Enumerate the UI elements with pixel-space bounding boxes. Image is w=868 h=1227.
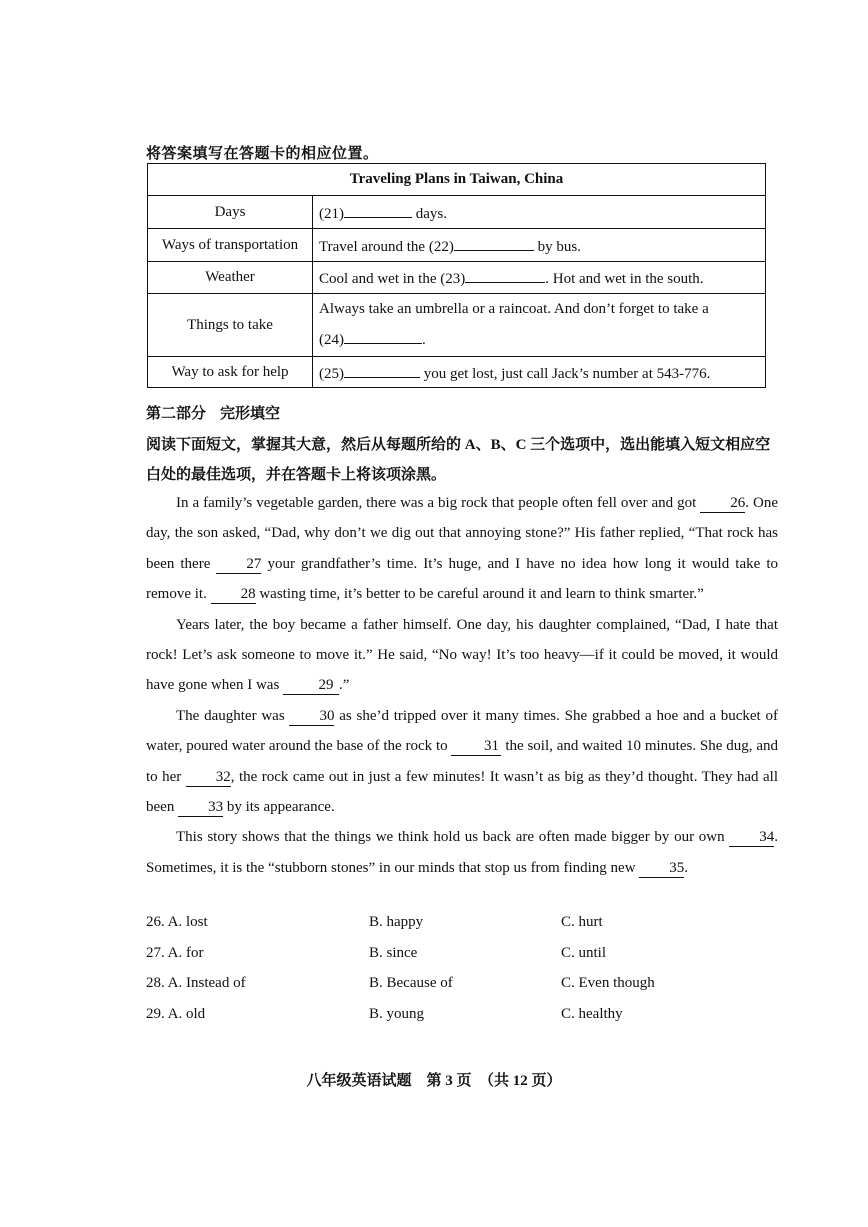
option-b: B. happy	[369, 914, 424, 930]
option-c: C. healthy	[561, 1005, 623, 1022]
blank-32: 32	[186, 769, 231, 787]
row-content-things: Always take an umbrella or a raincoat. And don’t forget to take a (24) .	[313, 294, 766, 357]
paragraph-1: In a family’s vegetable garden, there was a big rock that people often fell over and got 26. One day, the son asked, “Dad, why don’t we dig out that annoying stone?” His father replied, “That rock has been there 27 your grandfather’s time. It’s huge, and I have no idea how long it would take to remove it. 28 wasting time, it’s better to be careful around it and learn to think smarter.”	[146, 495, 778, 603]
option-c: C. hurt	[561, 914, 603, 930]
table-row	[148, 294, 766, 357]
section-heading: 第二部分 完形填空	[146, 406, 281, 422]
blank-27: 27	[216, 556, 261, 574]
blank-22	[454, 235, 534, 251]
table-row	[148, 357, 766, 388]
row-label-help: Way to ask for help	[148, 357, 313, 388]
blank-23	[465, 267, 545, 283]
option-b: B. Because of	[369, 975, 453, 992]
blank-26: 26	[700, 495, 745, 513]
answer-options	[146, 910, 776, 1032]
paragraph-2: Years later, the boy became a father himself. One day, his daughter complained, “Dad, I hate that rock! Let’s ask someone to move it.” He said, “No way! It’s too heavy—if it could be moved, it would have gone when I was 29 .”	[146, 616, 778, 694]
table-row	[148, 262, 766, 294]
row-content-days: (21) days.	[313, 196, 766, 229]
option-c: C. Even though	[561, 975, 655, 992]
option-a: 26. A. lost	[146, 914, 208, 930]
page-footer: 八年级英语试题 第 3 页 （共 12 页）	[306, 1073, 562, 1089]
row-label-weather: Weather	[148, 262, 313, 294]
travel-plan-table	[147, 163, 766, 388]
row-content-weather: Cool and wet in the (23) . Hot and wet in the south.	[313, 262, 766, 294]
blank-31: 31	[451, 738, 501, 756]
question-26-options	[146, 910, 776, 941]
row-label-things: Things to take	[148, 294, 313, 357]
cloze-instruction: 阅读下面短文，掌握其大意，然后从每题所给的 A、B、C 三个选项中，选出能填入短文相应空白处的最佳选项，并在答题卡上将该项涂黑。	[146, 437, 771, 483]
blank-34: 34	[729, 829, 774, 847]
option-a: 28. A. Instead of	[146, 975, 246, 992]
option-b: B. young	[369, 1005, 425, 1022]
paragraph-4: This story shows that the things we think hold us back are often made bigger by our own 34. Sometimes, it is the “stubborn stones” in our minds that stop us from finding new 35.	[146, 829, 778, 876]
question-27-options	[146, 941, 776, 972]
blank-29: 29	[283, 677, 339, 695]
blank-28: 28	[211, 586, 256, 604]
option-a: 29. A. old	[146, 1005, 206, 1022]
row-content-help: (25) you get lost, just call Jack’s number at 543-776.	[313, 357, 766, 388]
blank-25	[344, 362, 420, 378]
blank-33: 33	[178, 799, 223, 817]
question-29-options	[146, 1002, 776, 1033]
row-label-days: Days	[148, 196, 313, 229]
blank-24	[344, 328, 422, 344]
table-title: Traveling Plans in Taiwan, China	[148, 164, 766, 196]
cloze-passage	[146, 488, 778, 883]
option-b: B. since	[369, 944, 418, 961]
table-row	[148, 229, 766, 262]
blank-35: 35	[639, 860, 684, 878]
paragraph-3: The daughter was 30 as she’d tripped over it many times. She grabbed a hoe and a bucket of water, poured water around the base of the rock to 31 the soil, and waited 10 minutes. She dug, and to her 32, the rock came out in just a few minutes! It wasn’t as big as they’d thought. They had all been 33 by its appearance.	[146, 707, 778, 816]
table-row	[148, 196, 766, 229]
option-c: C. until	[561, 944, 607, 961]
question-28-options	[146, 971, 776, 1002]
blank-30: 30	[289, 708, 334, 726]
row-label-transportation: Ways of transportation	[148, 229, 313, 262]
row-content-transportation: Travel around the (22) by bus.	[313, 229, 766, 262]
option-a: 27. A. for	[146, 944, 204, 961]
answer-instruction: 将答案填写在答题卡的相应位置。	[146, 146, 379, 162]
blank-21	[344, 202, 412, 218]
